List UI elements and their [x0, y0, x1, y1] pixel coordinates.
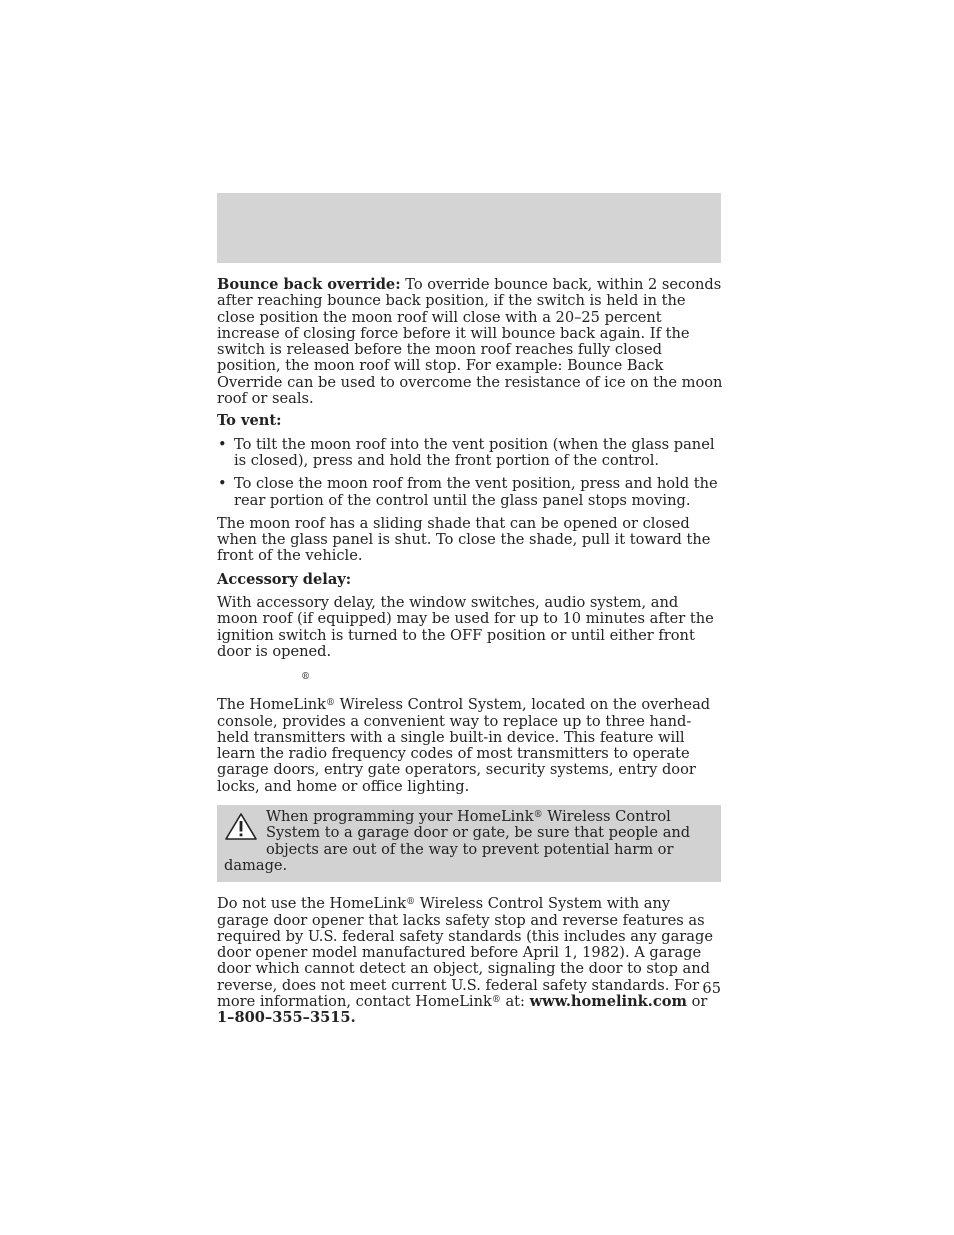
section-header-band: [217, 193, 721, 263]
homelink-url: www.homelink.com: [529, 992, 687, 1010]
warning-triangle-icon: [224, 812, 258, 842]
registered-mark: ®: [301, 672, 310, 683]
list-item: • To tilt the moon roof into the vent position (when the glass panel is closed), press and hold the front portion of the control.: [218, 435, 715, 469]
bounce-back-label: Bounce back override:: [217, 276, 401, 293]
accessory-delay-paragraph: With accessory delay, the window switches, audio system, and moon roof (if equipped) may be used for up to 10 minutes after the ignition switch is turned to the OFF position or until either front door is opened.: [217, 594, 714, 660]
bounce-back-paragraph: [217, 277, 723, 407]
registered-mark: ®: [326, 698, 335, 709]
bullet-icon: •: [218, 475, 227, 493]
page-number: 65: [702, 980, 721, 997]
vent-bullet-list: [217, 437, 723, 509]
registered-mark: ®: [533, 810, 543, 821]
bullet-icon: •: [218, 435, 227, 453]
homelink-intro-paragraph: The HomeLink® Wireless Control System, located on the overhead console, provides a convenient way to replace up to three hand-held transmitters with a single built-in device. This feature will learn the radio frequency codes of most transmitters to operate garage doors, entry gate operators, security systems, entry door locks, and home or office lighting.: [217, 696, 711, 795]
homelink-phone: 1–800–355–3515.: [217, 1009, 356, 1027]
page-content: [217, 277, 723, 1027]
list-item: • To close the moon roof from the vent position, press and hold the rear portion of the control until the glass panel stops moving.: [218, 475, 718, 509]
warning-box: [217, 805, 721, 882]
sliding-shade-paragraph: The moon roof has a sliding shade that can be opened or closed when the glass panel is shut. To close the shade, pull it toward the front of the vehicle.: [217, 514, 711, 565]
registered-mark: ®: [406, 897, 416, 908]
safety-paragraph: Do not use the HomeLink® Wireless Control System with any garage door opener that lacks safety stop and reverse features as required by U.S. federal safety standards (this includes any garage door opener model manufactured before April 1, 1982). A garage door which cannot detect an object, signaling the door to stop and reverse, does not meet current U.S. federal safety standards. For more information, contact HomeLink® at: www.homelink.com or 1–800–355–3515.: [217, 895, 713, 1027]
bounce-back-text: To override bounce back, within 2 seconds after reaching bounce back position, if the switch is held in the close position the moon roof will close with a 20–25 percent increase of closing force before it will bounce back again. If the switch is released before the moon roof reaches fully closed position, the moon roof will stop. For example: Bounce Back Override can be used to overcome the resistance of ice on the moon roof or seals.: [217, 276, 723, 408]
registered-mark: ®: [491, 994, 501, 1005]
warning-text: When programming your HomeLink® Wireless Control System to a garage door or gate, be sure that people and objects are out of the way to prevent potential harm or damage.: [224, 808, 691, 874]
accessory-delay-heading: Accessory delay:: [217, 570, 352, 588]
homelink-heading: [217, 660, 723, 697]
vent-heading: To vent:: [217, 412, 282, 430]
